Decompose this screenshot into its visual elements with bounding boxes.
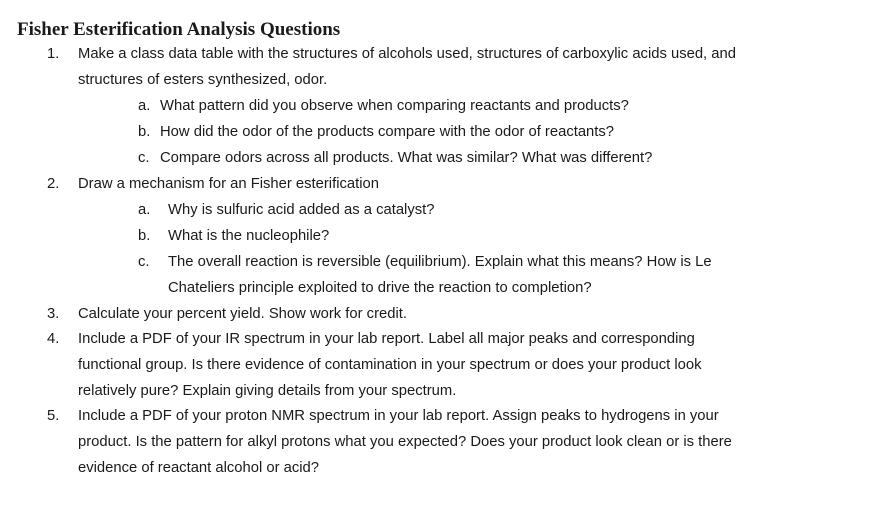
question-text: structures of esters synthesized, odor.	[78, 72, 328, 88]
question-text: Calculate your percent yield. Show work for credit.	[78, 306, 407, 322]
sub-question-text: What pattern did you observe when comparing reactants and products?	[160, 98, 629, 114]
question-text: Include a PDF of your IR spectrum in your lab report. Label all major peaks and corresponding	[78, 331, 695, 347]
question-text: Make a class data table with the structures of alcohols used, structures of carboxylic acids used, and	[78, 46, 736, 62]
question-text: relatively pure? Explain giving details from your spectrum.	[78, 383, 457, 399]
sub-question-letter: a.	[138, 202, 151, 218]
sub-question-text: Why is sulfuric acid added as a catalyst?	[168, 202, 435, 218]
sub-question-letter: b.	[138, 228, 151, 244]
sub-question-text: How did the odor of the products compare with the odor of reactants?	[160, 124, 615, 140]
sub-question-letter: c.	[138, 254, 150, 270]
question-number: 4.	[47, 331, 60, 347]
sub-question-letter: b.	[138, 124, 151, 140]
question-text: evidence of reactant alcohol or acid?	[78, 460, 320, 476]
sub-question-text: Chateliers principle exploited to drive the reaction to completion?	[168, 280, 592, 296]
question-number: 3.	[47, 306, 60, 322]
sub-question-text: Compare odors across all products. What was similar? What was different?	[160, 150, 653, 166]
question-text: product. Is the pattern for alkyl protons what you expected? Does your product look clean or is there	[78, 434, 732, 450]
question-number: 5.	[47, 408, 60, 424]
question-text: Include a PDF of your proton NMR spectrum in your lab report. Assign peaks to hydrogens in your	[78, 408, 719, 424]
sub-question-letter: c.	[138, 150, 150, 166]
page-title: Fisher Esterification Analysis Questions	[17, 19, 341, 40]
sub-question-letter: a.	[138, 98, 151, 114]
sub-question-text: What is the nucleophile?	[168, 228, 330, 244]
question-text: Draw a mechanism for an Fisher esterification	[78, 176, 379, 192]
question-number: 1.	[47, 46, 60, 62]
question-number: 2.	[47, 176, 60, 192]
question-text: functional group. Is there evidence of contamination in your spectrum or does your product look	[78, 357, 702, 373]
sub-question-text: The overall reaction is reversible (equilibrium). Explain what this means? How is Le	[168, 254, 712, 270]
